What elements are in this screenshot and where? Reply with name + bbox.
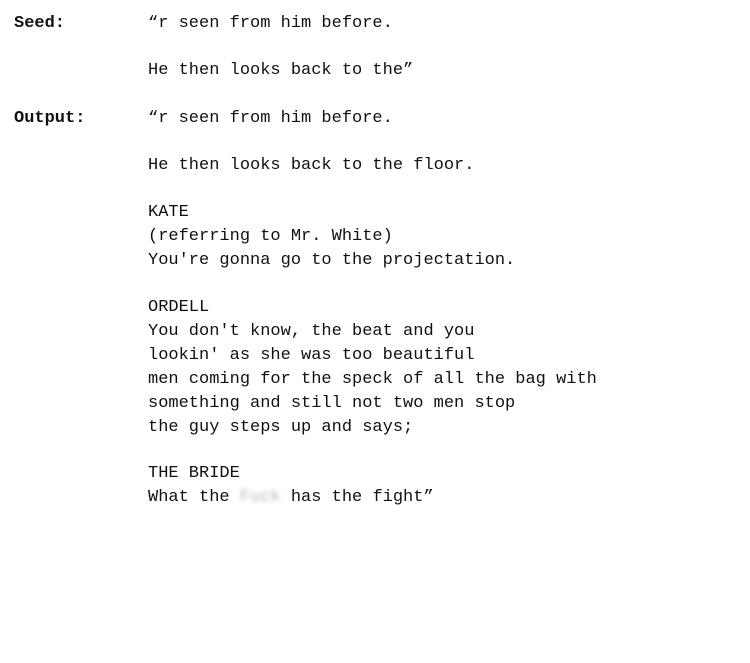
dialogue-ordell-line-3: men coming for the speck of all the bag with (148, 370, 597, 389)
parenthetical: (referring to Mr. White) (148, 227, 393, 246)
seed-line-2: He then looks back to the” (148, 61, 414, 80)
dialogue-ordell-line-1: You don't know, the beat and you (148, 322, 475, 341)
output-line-2: He then looks back to the floor. (148, 156, 475, 175)
dialogue-kate: You're gonna go to the projectation. (148, 251, 516, 270)
output-line-1: “r seen from him before. (148, 109, 393, 128)
dialogue-bride-suffix: has the fight” (280, 488, 434, 507)
dialogue-ordell-line-4: something and still not two men stop (148, 394, 516, 413)
output-label: Output: (14, 109, 86, 128)
character-name-ordell: ORDELL (148, 298, 210, 317)
dialogue-ordell-line-2: lookin' as she was too beautiful (148, 346, 475, 365)
seed-line-1: “r seen from him before. (148, 14, 393, 33)
seed-label: Seed: (14, 14, 66, 33)
censored-word: Fuck (239, 488, 281, 507)
character-name-kate: KATE (148, 203, 189, 222)
dialogue-the-bride (148, 486, 434, 510)
dialogue-ordell-line-5: the guy steps up and says; (148, 418, 414, 437)
character-name-the-bride: THE BRIDE (148, 464, 240, 483)
dialogue-bride-prefix: What the (148, 488, 240, 507)
